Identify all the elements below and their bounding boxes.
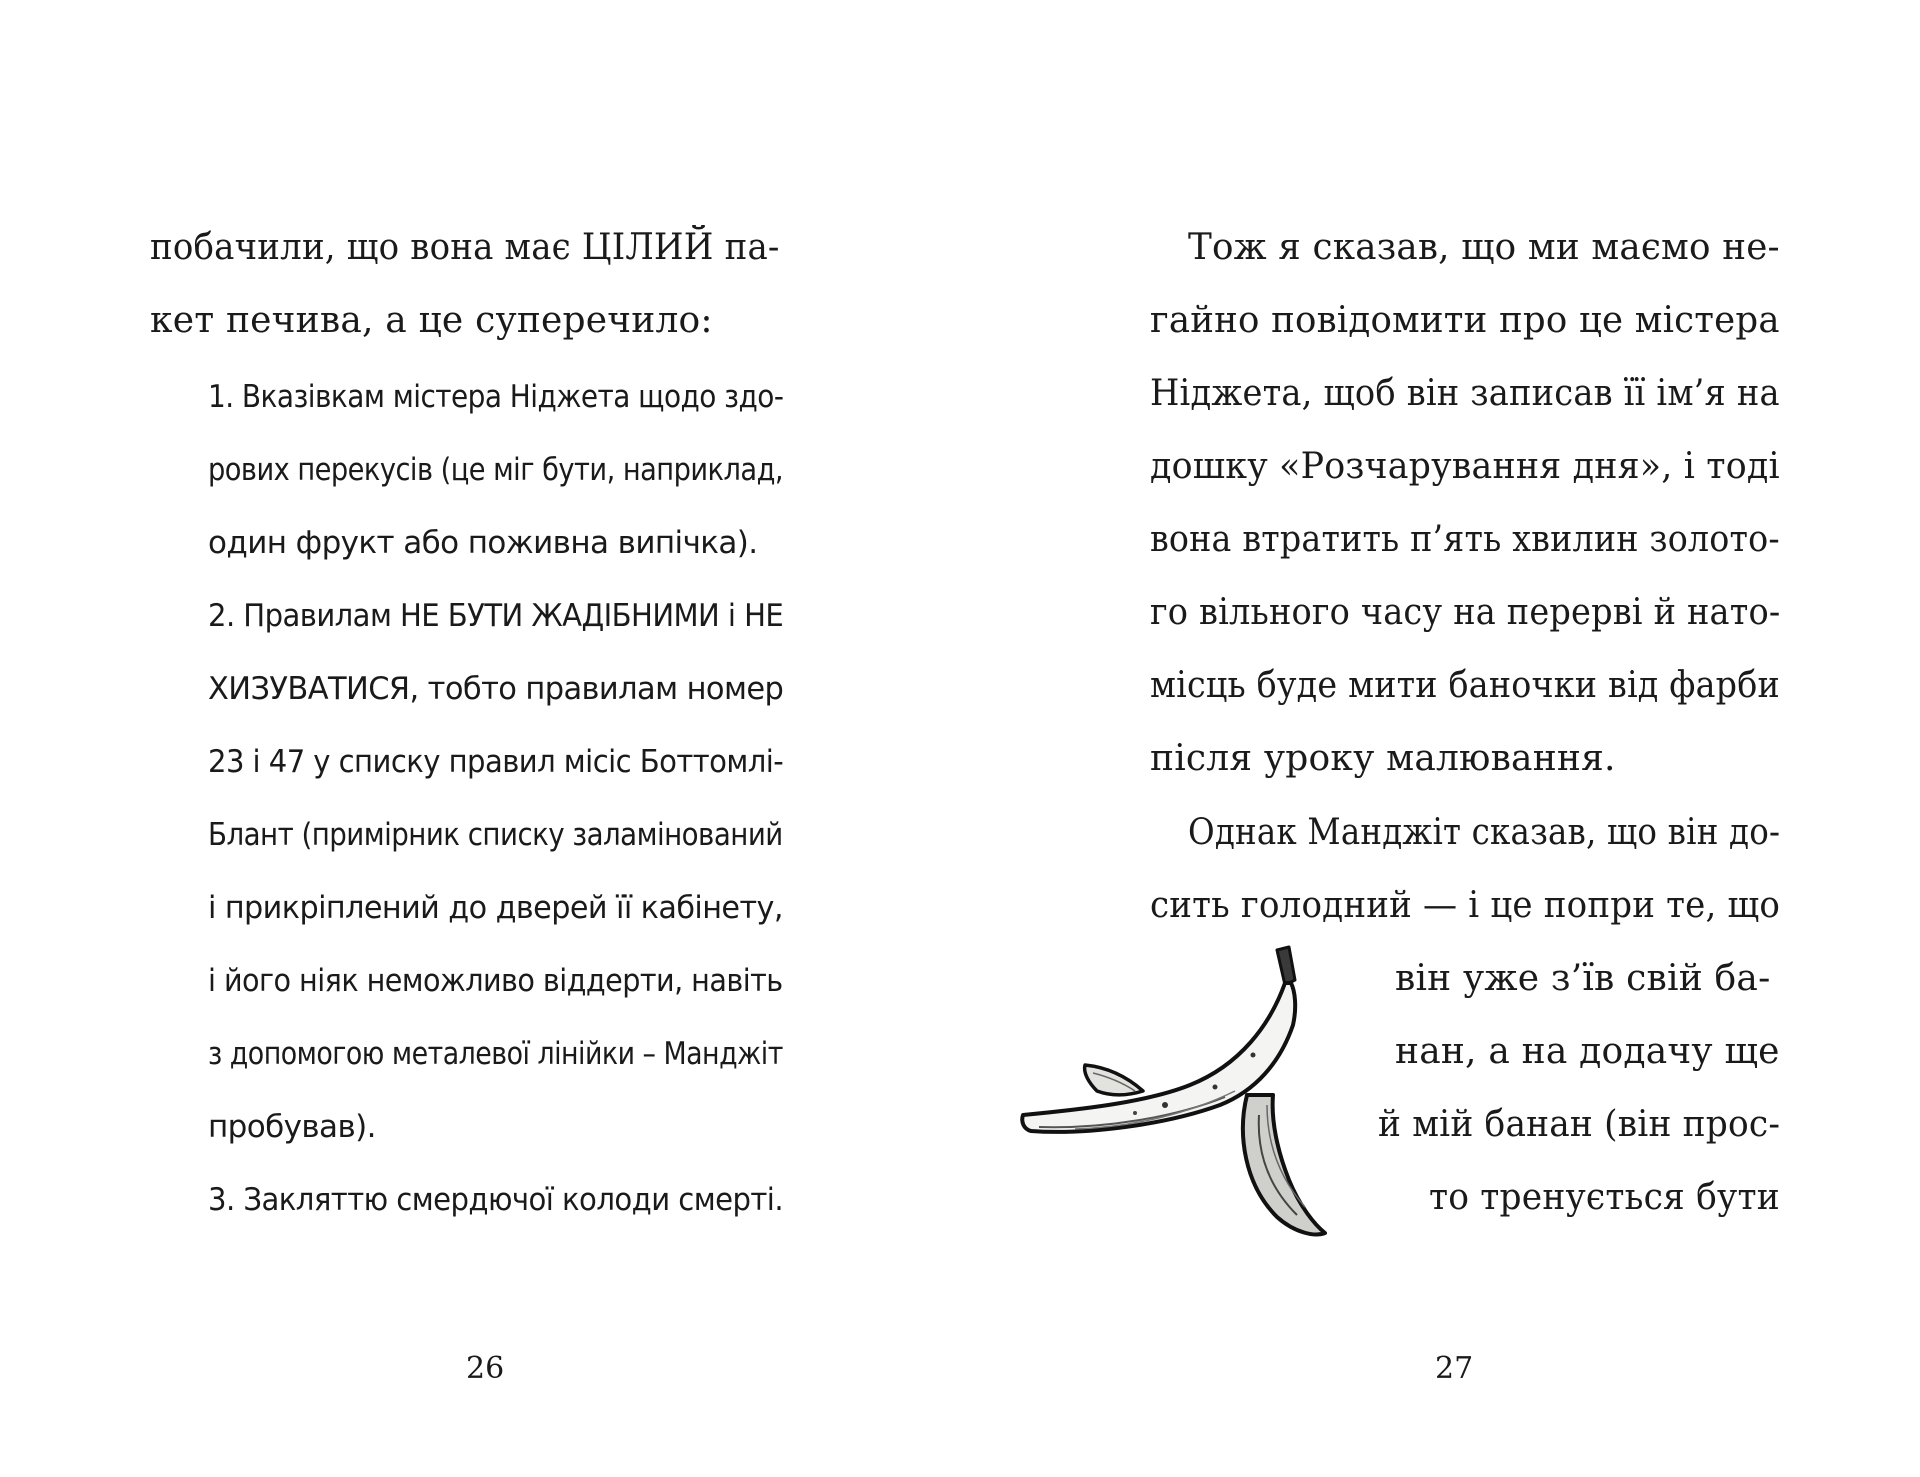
text-line: сить голодний — і це попри те, що [1150, 885, 1781, 926]
text-line: кет печива, а це суперечило: [150, 300, 713, 341]
text-line: нан, а на додачу ще [1395, 1031, 1780, 1072]
list-line: і його ніяк неможливо віддерти, навіть [208, 963, 783, 999]
text-line: й мій банан (він прос- [1378, 1104, 1781, 1145]
text-line: побачили, що вона має ЦІЛИЙ па- [150, 227, 780, 268]
list-line: з допомогою металевої лінійки – Манджіт [208, 1036, 783, 1072]
text-line: після уроку малювання. [1150, 738, 1616, 779]
text-line: Однак Манджіт сказав, що він до- [1188, 812, 1781, 853]
list-line: 23 і 47 у списку правил місіс Боттомлі- [208, 744, 784, 780]
right-page [960, 0, 1920, 1477]
list-line: 3. Закляттю смердючої колоди смерті. [208, 1182, 784, 1218]
text-line: го вільного часу на перерві й нато- [1150, 592, 1781, 633]
page-number: 27 [1435, 1351, 1474, 1386]
banana-peel-icon [1015, 945, 1395, 1245]
text-line: Ніджета, щоб він записав її ім’я на [1150, 373, 1780, 414]
list-line: Блант (примірник списку заламінований [208, 817, 783, 853]
text-line: дошку «Розчарування дня», і тоді [1150, 446, 1780, 487]
text-line: вона втратить п’ять хвилин золото- [1150, 519, 1780, 560]
list-line: рових перекусів (це міг бути, наприклад, [208, 452, 784, 488]
page-number: 26 [466, 1351, 505, 1386]
text-line: місць буде мити баночки від фарби [1150, 665, 1780, 706]
list-line: 1. Вказівкам містера Ніджета щодо здо- [208, 379, 784, 415]
text-line: Тож я сказав, що ми маємо не- [1188, 227, 1780, 268]
text-line: гайно повідомити про це містера [1150, 300, 1780, 341]
list-line: пробував). [208, 1109, 376, 1145]
list-line: 2. Правилам НЕ БУТИ ЖАДІБНИМИ і НЕ [208, 598, 784, 634]
text-line: то тренується бути [1429, 1177, 1780, 1218]
list-line: ХИЗУВАТИСЯ, тобто правилам номер [208, 671, 784, 707]
text-line: він уже з’їв свій ба- [1395, 958, 1771, 999]
list-line: один фрукт або поживна випічка). [208, 525, 758, 561]
list-line: і прикріплений до дверей її кабінету, [208, 890, 783, 926]
